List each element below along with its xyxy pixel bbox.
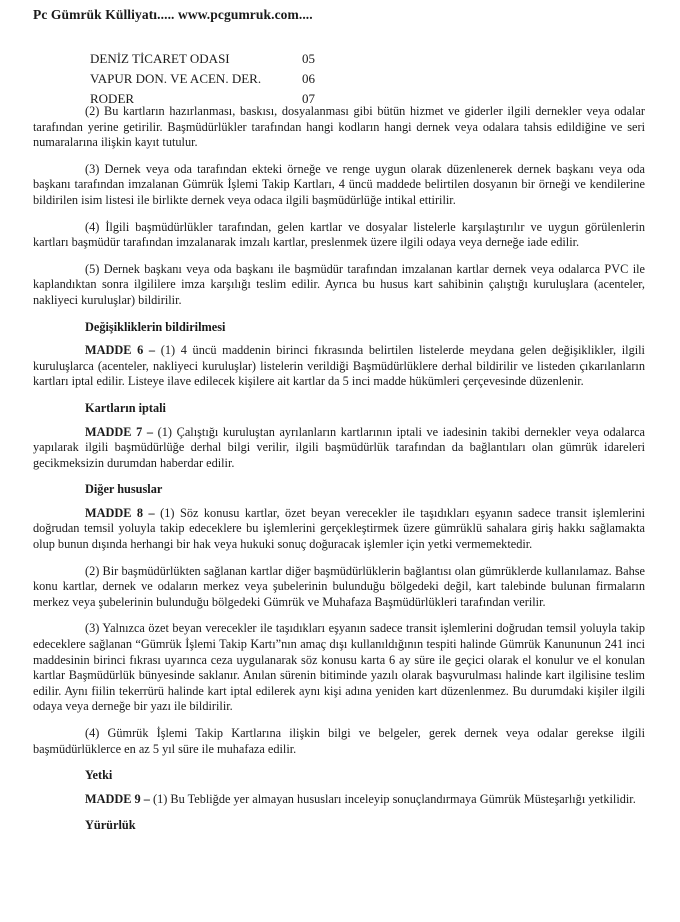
organization-name: VAPUR DON. VE ACEN. DER. [90,71,262,86]
article-7-label: MADDE 7 – [85,424,154,439]
organization-name: RODER [90,91,135,106]
article-8 [33,506,645,553]
organization-code: 05 [302,51,315,66]
organization-code: 07 [302,91,315,106]
paragraph-8-2: (2) Bir başmüdürlükten sağlanan kartlar diğer başmüdürlüklerin bağlantısı olan gümrüklerde kullanılamaz. Bahse konu kartlar, dernek ve odaların merkez veya şubelerinin bulunduğu bölgedeki değil, kart talebinde bulunan firmaların merkez veya şubelerinin bulunduğu bölgedeki Gümrük ve Muhafaza Başmüdürlükleri tarafından verilir. [33,563,645,609]
organization-code: 06 [302,71,315,86]
page-header: Pc Gümrük Külliyatı..... www.pcgumruk.com.... [33,7,313,22]
article-6 [33,343,645,390]
code-row [90,49,315,69]
section-heading-effective: Yürürlük [85,818,136,833]
code-row [90,69,315,89]
paragraph-5-4: (4) İlgili başmüdürlükler tarafından, gelen kartlar ve dosyalar listelerle karşılaştırılır ve uygun görülenlerin kartları başmüdür tarafından imzalanarak imzalı kartlar, preslenmek üzere ilgili odaya veya derneğe iade edilir. [33,219,645,250]
article-7-text: (1) Çalıştığı kuruluştan ayrılanların kartlarının iptali ve iadesinin takibi dernekler veya odalarca yapılarak ilgili başmüdürlüğe derhal bilgi verilir, ilgili başmüdürlük tarafından da bağlantıları olan gümrük idareleri gecikmeksizin durumdan haberdar edilir. [33,424,645,470]
section-heading-other: Diğer hususlar [85,482,163,497]
document-body [33,104,645,842]
paragraph-5-2: (2) Bu kartların hazırlanması, baskısı, dosyalanması gibi bütün hizmet ve giderler ilgili dernekler veya odalar tarafından yerine getirilir. Başmüdürlükler tarafından hangi kodların hangi dernek veya odalara tahsis edildiğine ve seri numaralarına ilişkin kayıt tutulur. [33,104,645,150]
section-heading-changes: Değişikliklerin bildirilmesi [85,319,226,334]
article-6-label: MADDE 6 – [85,343,156,358]
article-9-text: (1) Bu Tebliğde yer almayan hususları inceleyip sonuçlandırmaya Gümrük Müsteşarlığı yetkilidir. [149,791,636,806]
article-6-text: (1) 4 üncü maddenin birinci fıkrasında belirtilen listelerde meydana gelen değişiklikler, ilgili kuruluşlarca (acenteler, nakliyeci kuruluşlar) listelerin verildiği Başmüdürlüklere derhal bildirilir ve listeden çıkarılanların kartları iptal edilir. Listeye ilave edilecek kişilere ait kartlar da 5 inci madde hükümleri çerçevesinde düzenlenir. [33,343,645,389]
organization-code-list [90,49,315,109]
organization-name: DENİZ TİCARET ODASI [90,51,230,66]
article-9 [33,792,645,808]
paragraph-5-5: (5) Dernek başkanı veya oda başkanı ile başmüdür tarafından imzalanan kartlar dernek veya odalarca PVC ile kaplandıktan sonra ilgililere imza karşılığı teslim edilir. Ayrıca bu husus kart sahibinin çalıştığı kuruluşlara (acenteler, nakliyeci kuruluşlar) bildirilir. [33,261,645,307]
article-8-label: MADDE 8 – [85,505,155,520]
paragraph-5-3: (3) Dernek veya oda tarafından ekteki örneğe ve renge uygun olarak düzenlenerek dernek başkanı veya oda başkanı tarafından imzalanan Gümrük İşlemi Takip Kartları, 4 üncü maddede belirtilen dosyanın bir örneği ve kendilerine bildirilen isim listesi ile birlikte dernek veya odaca ilgili başmüdürlüğe intikal ettirilir. [33,161,645,207]
section-heading-cancellation: Kartların iptali [85,400,166,415]
section-heading-authority: Yetki [85,768,113,783]
article-9-label: MADDE 9 – [85,791,150,806]
article-7 [33,425,645,472]
article-8-text: (1) Söz konusu kartlar, özet beyan verecekler ile taşıdıkları eşyanın sadece transit işlemlerini doğrudan temsil yoluyla takip edeceklere bu işlemlerini gerçekleştirmek üzere gümrüklü sahalara giriş hakkı sağlamakta olup bunun dışında herhangi bir hak veya hukuki sonuç doğuracak işlemler için yetki vermemektedir. [33,505,645,552]
paragraph-8-3: (3) Yalnızca özet beyan verecekler ile taşıdıkları eşyanın sadece transit işlemlerini doğrudan temsil yoluyla takip edeceklere sağlanan “Gümrük İşlemi Takip Kartı”nın amaç dışı kullanıldığının tespiti halinde Gümrük Kanununun 241 inci maddesinin birinci fıkrası uyarınca ceza uygulanarak söz konusu karta 6 ay süre ile geçici olarak el konulur ve el konulan kartlar Başmüdürlük bünyesinde saklanır. Anılan sürenin bitiminde yazılı olarak başvurulması halinde kart ilgilisine teslim edilir. Aynı fiilin tekerrürü halinde kart iptal edilerek aynı kişi adına yeniden kart düzenlenmez. Bu durumdaki kişiler ilgili odaya veya derneğe bir yazı ile bildirilir. [33,621,645,714]
paragraph-8-4: (4) Gümrük İşlemi Takip Kartlarına ilişkin bilgi ve belgeler, gerek dernek veya odalar gerekse ilgili başmüdürlüklerce en az 5 yıl süre ile muhafaza edilir. [33,726,645,756]
